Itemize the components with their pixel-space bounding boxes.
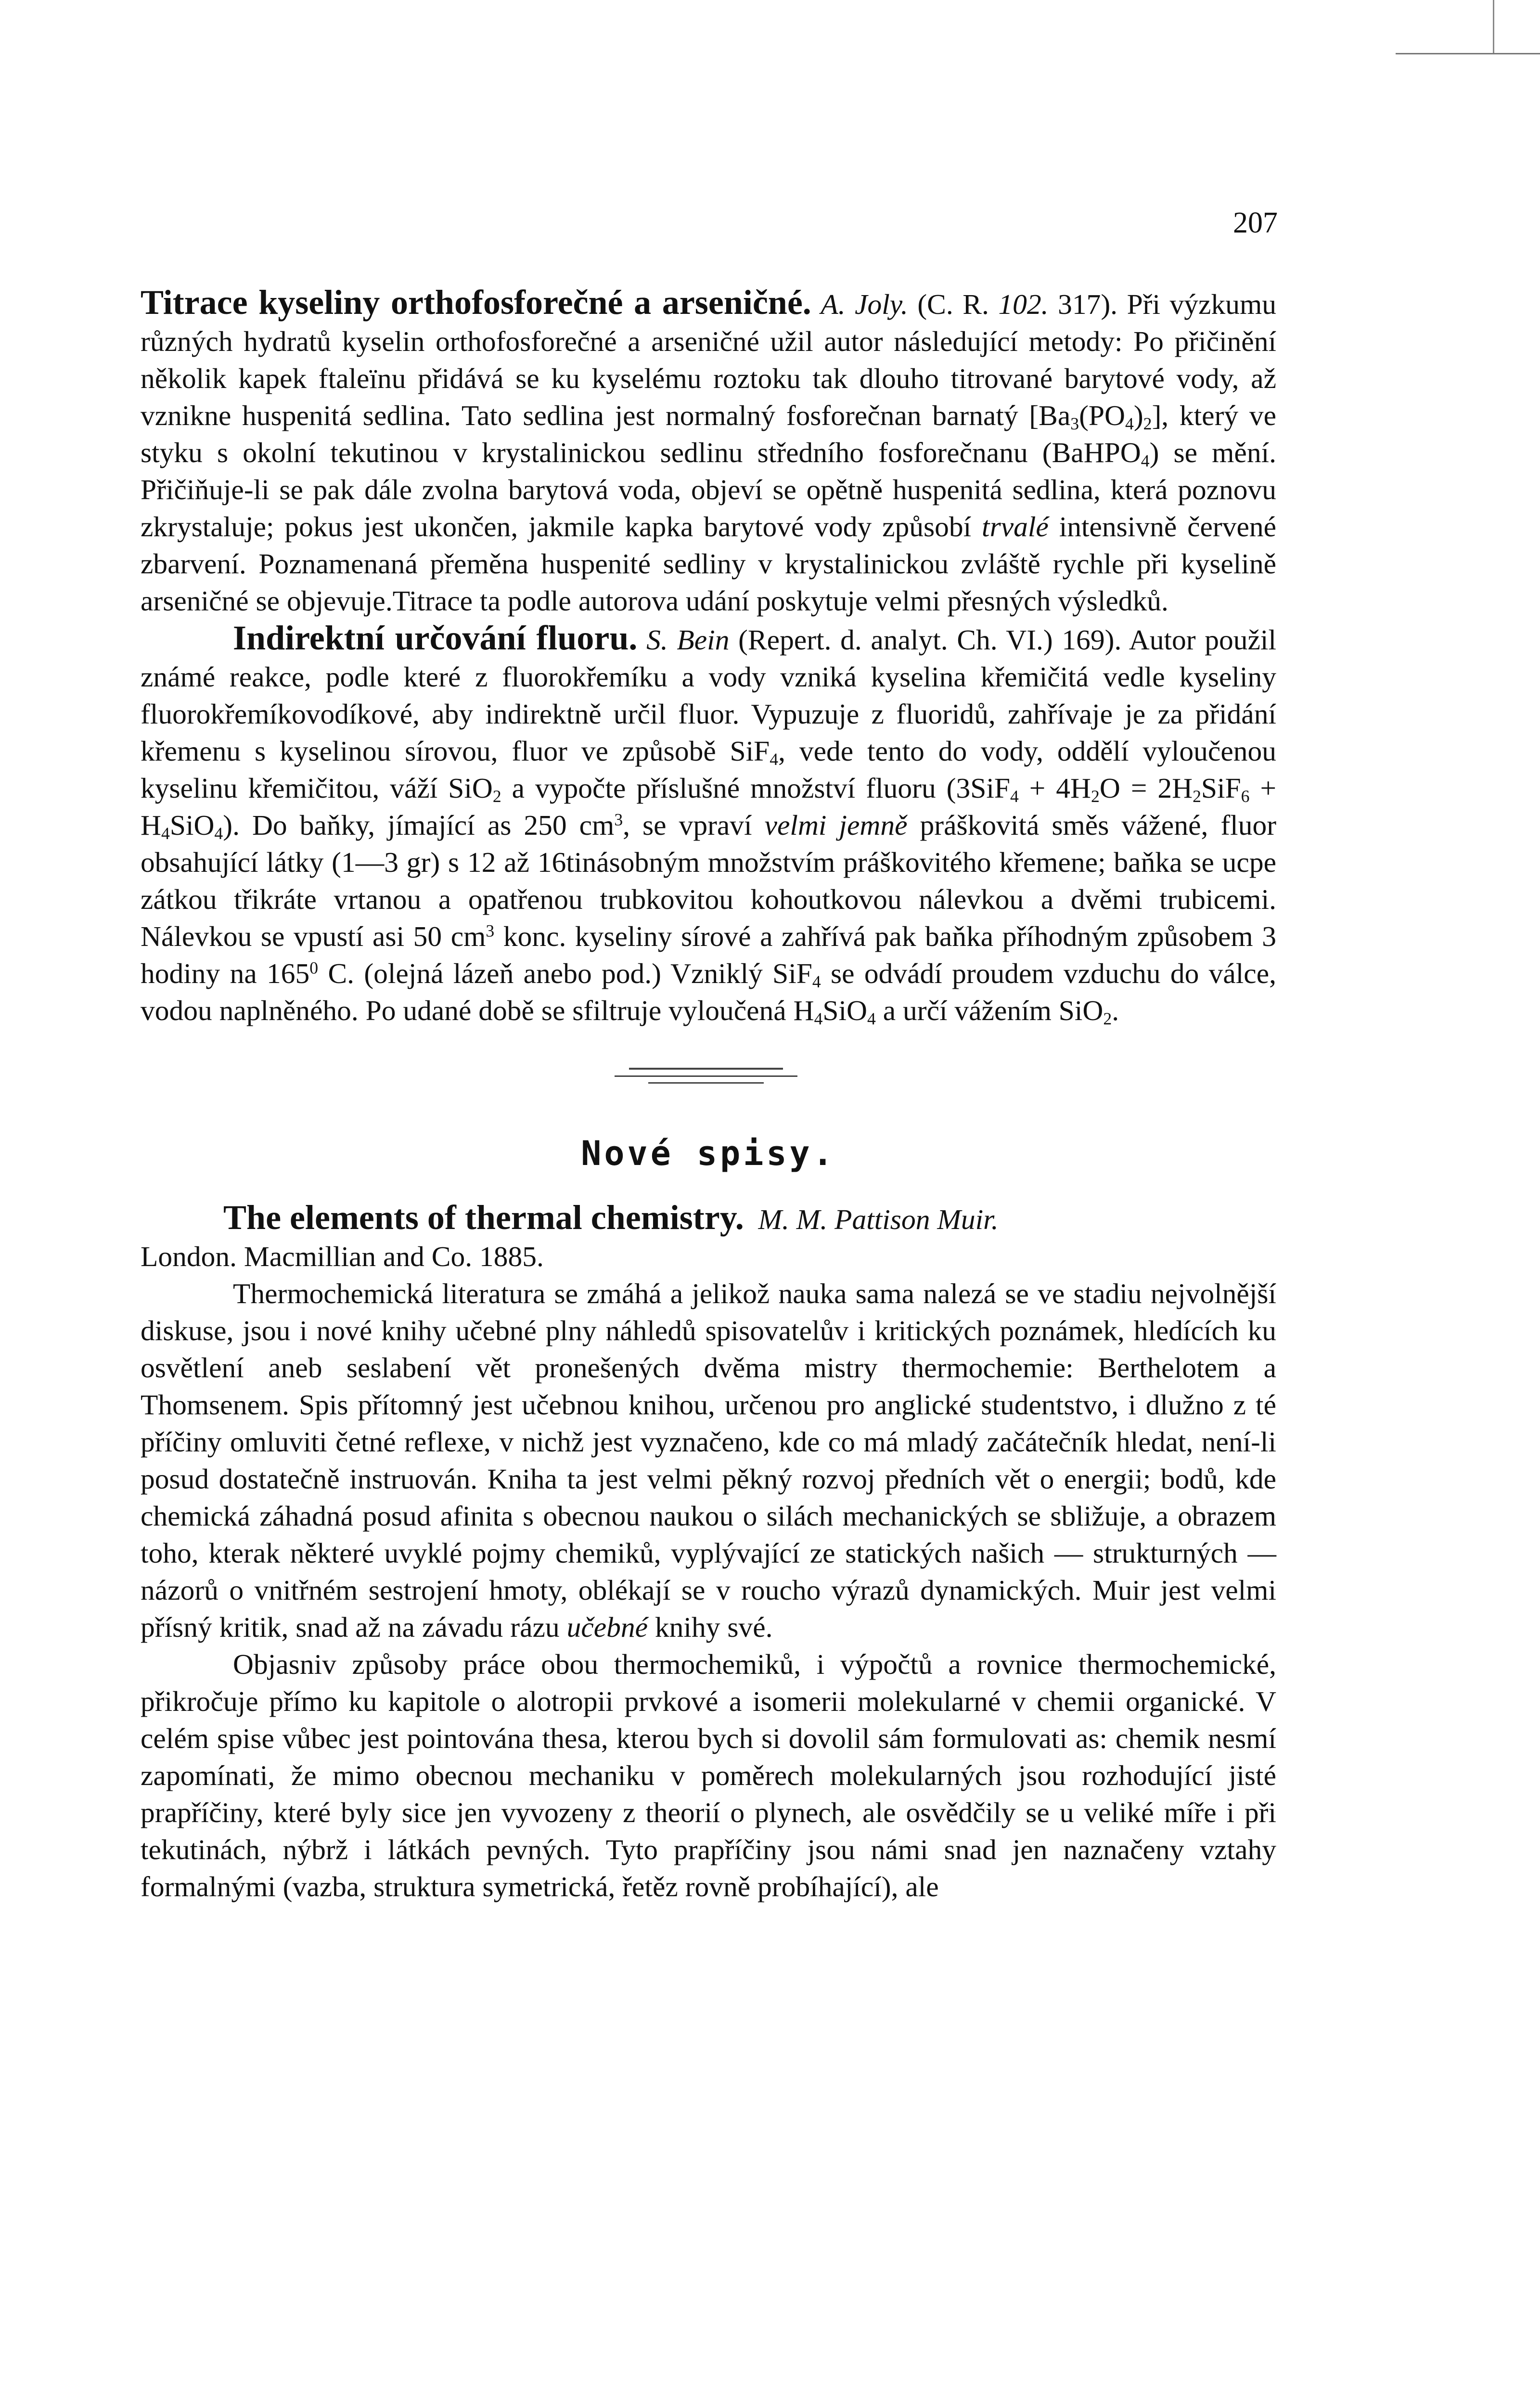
article-author: A. Joly. <box>821 288 908 320</box>
subscript: 2 <box>492 786 501 806</box>
body-text: C. (olejná lázeň anebo pod.) Vzniklý SiF <box>328 958 812 989</box>
body-text: se odvádí proudem vzduchu do válce, vodou naplněného. Po udané době se sfiltruje vyloučená H <box>141 958 1277 1026</box>
page-number: 207 <box>1233 207 1278 239</box>
article-titration <box>141 284 1276 620</box>
body-text: a vypočte příslušné množství fluoru (3SiF <box>512 772 1010 804</box>
article-ref-pre: (C. R. <box>917 288 989 320</box>
body-text: + 4H <box>1029 772 1091 804</box>
review-paragraph-2: Objasniv způsoby práce obou thermochemiků, i výpočtů a rovnice thermochemické, přikročuje přímo ku kapitole o alotropii prvkové a isomerii molekularné v chemii organické. V celém spise vůbec jest pointována thesa, kterou bych si dovolil sám formulovati as: chemik nesmí zapomínati, že mimo obecnou mechaniku v poměrech molekularných jsou rozhodující jisté prapříčiny, které byly sice jen vyvozeny z theorií o plynech, ale osvědčily se u veliké míře i při tekutinách, nýbrž i látkách pevných. Tyto prapříčiny jsou námi snad jen naznačeny vztahy formalnými (vazba, struktura symetrická, řetěz rovně probíhající), ale <box>141 1648 1276 1902</box>
emphasis: trvalé <box>982 511 1049 543</box>
body-text: , vede tento do vody, oddělí vyloučenou kyselinu křemičitou, váží SiO <box>141 735 1277 804</box>
review-heading <box>141 1199 1276 1238</box>
body-text: SiO <box>169 809 215 841</box>
divider-rule <box>629 1068 783 1070</box>
section-divider <box>141 1029 1276 1116</box>
subscript: 2 <box>1103 1009 1112 1028</box>
subscript: 4 <box>814 1009 823 1028</box>
emphasis: učebné <box>566 1611 648 1643</box>
page-body <box>141 284 1276 1905</box>
body-text: konc. kyseliny sírové a zahřívá pak baňka příhodným způsobem 3 hodiny na 165 <box>141 920 1276 989</box>
body-text: (PO <box>1079 400 1125 431</box>
subscript: 4 <box>812 971 821 991</box>
article-ref-post: 317). <box>1058 288 1118 320</box>
body-text: . <box>1112 995 1119 1026</box>
divider-rule <box>648 1082 764 1084</box>
subscript: 4 <box>867 1009 876 1028</box>
body-text: Autor použil známé reakce, podle které z fluorokřemíku a vody vzniká kyselina křemičitá vedle kyseliny fluorokřemíkovodíkové, aby indirektně určil fluor. Vypuzuje z fluoridů, zahřívaje je za přidání křemenu s kyselinou sírovou, fluor ve způsobě SiF <box>141 624 1276 767</box>
review-paragraph-1 <box>141 1275 1276 1646</box>
article-ref-vol: 102. <box>998 288 1049 320</box>
body-text: Thermochemická literatura se zmáhá a jelikož nauka sama nalezá se ve stadiu nejvolnější diskuse, jsou i nové knihy učebné plny náhledů spisovatelův i kritických poznámek, hledících ku osvětlení aneb seslabení vět pronešených dvěma mistry thermochemie: Berthelotem a Thomsenem. Spis přítomný jest učebnou knihou, určenou pro anglické studentstvo, i dlužno z té příčiny omluviti četné reflexe, v nichž jest vyznačeno, kde co má mladý začátečník hledat, není-li posud dostatečně instruován. Kniha ta jest velmi pěkný rozvoj předních vět o energii; bodů, kde chemická záhadná posud afinita s obecnou naukou o silách mechanických se sbližuje, a obrazem toho, kterak některé uvyklé pojmy chemiků, vyplývající ze statických našich — strukturných — názorů o vnitřném sestrojení hmoty, oblékají se v roucho výrazů dynamických. Muir jest velmi přísný kritik, snad až na závadu rázu <box>141 1278 1276 1643</box>
review-title: The elements of thermal chemistry. <box>223 1198 744 1237</box>
body-text: + H <box>141 772 1276 841</box>
article-title: Titrace kyseliny orthofosforečné a arseničné. <box>141 283 811 322</box>
emphasis: velmi jemně <box>764 809 908 841</box>
body-text: a určí vážením SiO <box>883 995 1104 1026</box>
section-title: Nové spisy. <box>581 1134 836 1173</box>
article-fluorine <box>141 620 1276 1029</box>
article-ref: (Repert. d. analyt. Ch. VI.) 169). <box>738 624 1122 656</box>
body-text: intensivně červené zbarvení. Poznamenaná přeměna huspenité sedliny v krystalinickou zvláště rychle při kyselině arseničné se objevuje.Titrace ta podle autorova udání poskytuje velmi přesných výsledků. <box>141 511 1277 617</box>
subscript: 2 <box>1143 414 1152 433</box>
body-text: ], který ve styku s okolní tekutinou v krystalinickou sedlinu středního fosforečnanu (BaHPO <box>141 400 1276 468</box>
subscript: 4 <box>1125 414 1134 433</box>
superscript: 3 <box>614 810 623 829</box>
subscript: 3 <box>1070 414 1079 433</box>
body-text: Při výzkumu různých hydratů kyselin orthofosforečné a arseničné užil autor následující metody: Po přičinění několik kapek ftaleïnu přidává se ku kyselému roztoku tak dlouho titrované barytové vody, až vznikne huspenitá sedlina. Tato sedlina jest normalný fosforečnan barnatý [Ba <box>141 288 1276 431</box>
body-text: , se vpraví <box>623 809 752 841</box>
subscript: 4 <box>161 823 170 843</box>
subscript: 2 <box>1091 786 1100 806</box>
body-text: ) se mění. Přičiňuje-li se pak dále zvolna barytová voda, objeví se opětně huspenitá sedlina, která poznovu zkrystaluje; pokus jest ukončen, jakmile kapka barytové vody způsobí <box>141 437 1276 543</box>
article-title: Indirektní určování fluoru. <box>233 619 638 657</box>
body-text: O = 2H <box>1099 772 1193 804</box>
superscript: 3 <box>486 921 495 941</box>
review-publisher: London. Macmillian and Co. 1885. <box>141 1241 544 1272</box>
subscript: 4 <box>214 823 223 843</box>
review-author: M. M. Pattison Muir. <box>758 1204 999 1235</box>
scan-margin-mark <box>1396 0 1540 54</box>
body-text: práškovitá směs vážené, fluor obsahující látky (1—3 gr) s 12 až 16tinásobným množstvím práškovitého křemene; baňka se ucpe zátkou třikráte vrtanou a opatřenou trubkovitou kohoutkovou nálevkou a dvěmi trubicemi. Nálevkou se vpustí asi 50 cm <box>141 809 1277 952</box>
article-author: S. Bein <box>646 624 730 656</box>
body-text: SiF <box>1201 772 1241 804</box>
body-text: ). Do baňky, jímající as 250 cm <box>223 809 615 841</box>
subscript: 6 <box>1241 786 1250 806</box>
body-text: SiO <box>822 995 867 1026</box>
subscript: 4 <box>770 749 779 769</box>
superscript: 0 <box>309 958 319 978</box>
subscript: 2 <box>1193 786 1201 806</box>
subscript: 4 <box>1010 786 1019 806</box>
body-text: knihy své. <box>654 1611 773 1643</box>
divider-rule <box>615 1075 797 1077</box>
body-text: ) <box>1133 400 1143 431</box>
subscript: 4 <box>1141 451 1150 470</box>
